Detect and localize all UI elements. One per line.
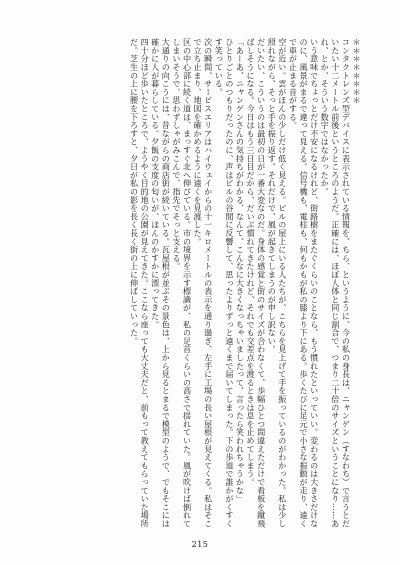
paragraph: コンタクトレンズ型デバイスに表示されている情報を、ちら、というように、今の私の身長は、ニャンゲン（すなわち）で言うとだいたい十二メートル前後というところのようだ。正確には、ほぼ人体と同じ割合で、つまり二十倍のサイズということになり……あれ、とか、そういう数字ではなかったか。 [320, 38, 352, 528]
paragraph: 区の中心部に続く道は、まっすぐ北へ伸びている。市の境界を示す標識が、私の足首くらいの高さで揺れていた。風が吹けば倒れてしまいそうで、思わずしゃがみこんで、指先でそっと支える。 [171, 38, 193, 528]
vertical-text-body [44, 38, 362, 528]
section-separator: ＊＊＊＊＊＊＊＊ [352, 38, 362, 105]
paragraph: 四十分ほど歩いたところで、ようやく目的地の公園が見えてきた。ここなら座っても大丈夫だと、前もって教えてもらっていた場所だ。芝生の上に腰を下ろすと、夕日が私の影を長く長く街の上に伸ばしていった。 [129, 38, 151, 528]
paragraph: だいたい、こういうのは最初の日が一番大変なのだ。身体の感覚と街のサイズが合わなくて、歩幅ひとつ間違えただけで看板を蹴飛ばしそうになる。今日はもう三日目だから、だいぶ慣れてきたけれど、それでも交差点を渡るときは息を止めてしまう。 [246, 38, 267, 528]
paragraph: 空が近い。雲がほんの少しだけ低く見える。ビルの屋上にいる人たちが、こちらを見上げて手を振っているのがわかった。私は少し照れながら、そっと手を振り返す。それだけで、風が起きてしまうのが申し訳ない。 [267, 38, 288, 528]
paragraph: いう意味でちょっとだけ不安になるけれど、街路樹をまたぐくらいのことなら、もう慣れたといっていい。変わるのは大きさだけなのに、風景がまるで違って見える。信号機も、電柱も、何もかもが私の膝より下にある。歩くたびに足元で小さな振動が走り、遠くで車が止まる音がする。 [288, 38, 320, 528]
paragraph: ひとりごとのつもりだったのに、声はビルの谷間に反響して、思ったよりずっと遠くまで届いてしまった。下の歩道で誰かがくすくす笑っている。 [214, 38, 235, 528]
paragraph: 大通りの向こうには、昔ながらの商店街が続いている。瓦屋根が並ぶその景色は、上から見るとまるで模型のようで、でもそこには確かに人が暮らしている。夕飯の支度の匂いが、ほんのかすかに漂ってきた。 [150, 38, 172, 528]
paragraph: 次の瞬間、サービスエリアはハイウェイからの十一キロメートルの表示を通り過ぎ、左手に工場の長い屋根が見えてくる。私はそこで立ち止まり、地図を確かめるように遠くを見渡した。 [193, 38, 214, 528]
page-number: 215 [191, 540, 209, 549]
dialogue-line: 「あーあ、ニャンゲンさんの気持ちがわかる、なんて、こんなに大きくなっちゃいましたって、言ったら笑われちゃうかな」 [235, 38, 246, 503]
